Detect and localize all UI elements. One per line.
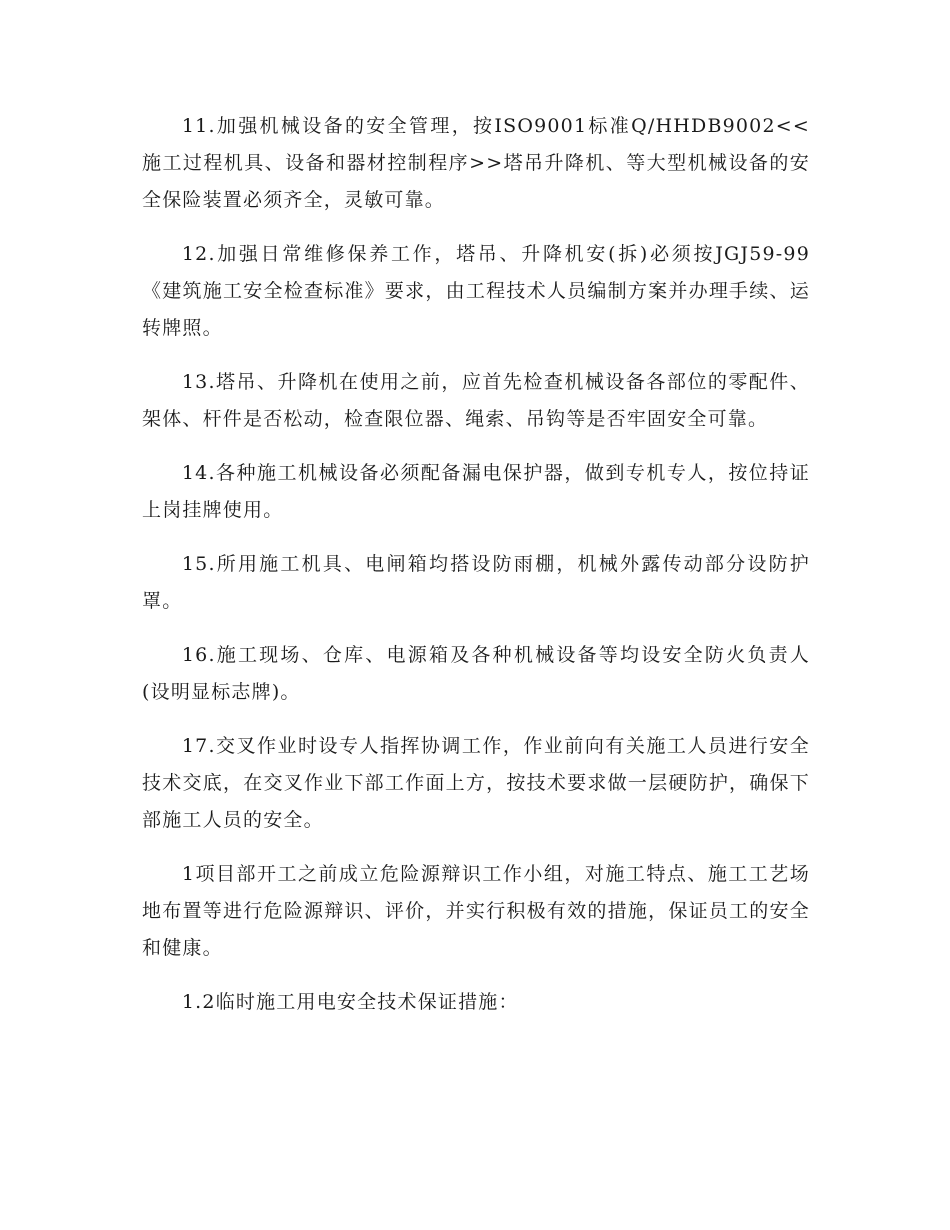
paragraph-14: 14.各种施工机械设备必须配备漏电保护器，做到专机专人，按位持证上岗挂牌使用。 [142, 462, 810, 521]
paragraph-1: 1项目部开工之前成立危险源辩识工作小组，对施工特点、施工工艺场地布置等进行危险源辩识、评价，并实行积极有效的措施，保证员工的安全和健康。 [142, 863, 810, 959]
paragraph-17: 17.交叉作业时设专人指挥协调工作，作业前向有关施工人员进行安全技术交底，在交叉作业下部工作面上方，按技术要求做一层硬防护，确保下部施工人员的安全。 [142, 735, 810, 831]
paragraph-12: 12.加强日常维修保养工作，塔吊、升降机安(拆)必须按JGJ59-99《建筑施工安全检查标准》要求，由工程技术人员编制方案并办理手续、运转牌照。 [142, 243, 810, 339]
section-heading-1-2: 1.2临时施工用电安全技术保证措施： [181, 991, 519, 1013]
paragraph-15: 15.所用施工机具、电闸箱均搭设防雨棚，机械外露传动部分设防护罩。 [142, 553, 810, 612]
document-body [142, 108, 810, 1038]
paragraph-11: 11.加强机械设备的安全管理，按ISO9001标准Q/HHDB9002<<施工过程机具、设备和器材控制程序>>塔吊升降机、等大型机械设备的安全保险装置必须齐全，灵敏可靠。 [142, 115, 810, 211]
paragraph-13: 13.塔吊、升降机在使用之前，应首先检查机械设备各部位的零配件、架体、杆件是否松动，检查限位器、绳索、吊钩等是否牢固安全可靠。 [142, 371, 810, 430]
paragraph-16: 16.施工现场、仓库、电源箱及各种机械设备等均设安全防火负责人(设明显标志牌)。 [142, 644, 810, 703]
